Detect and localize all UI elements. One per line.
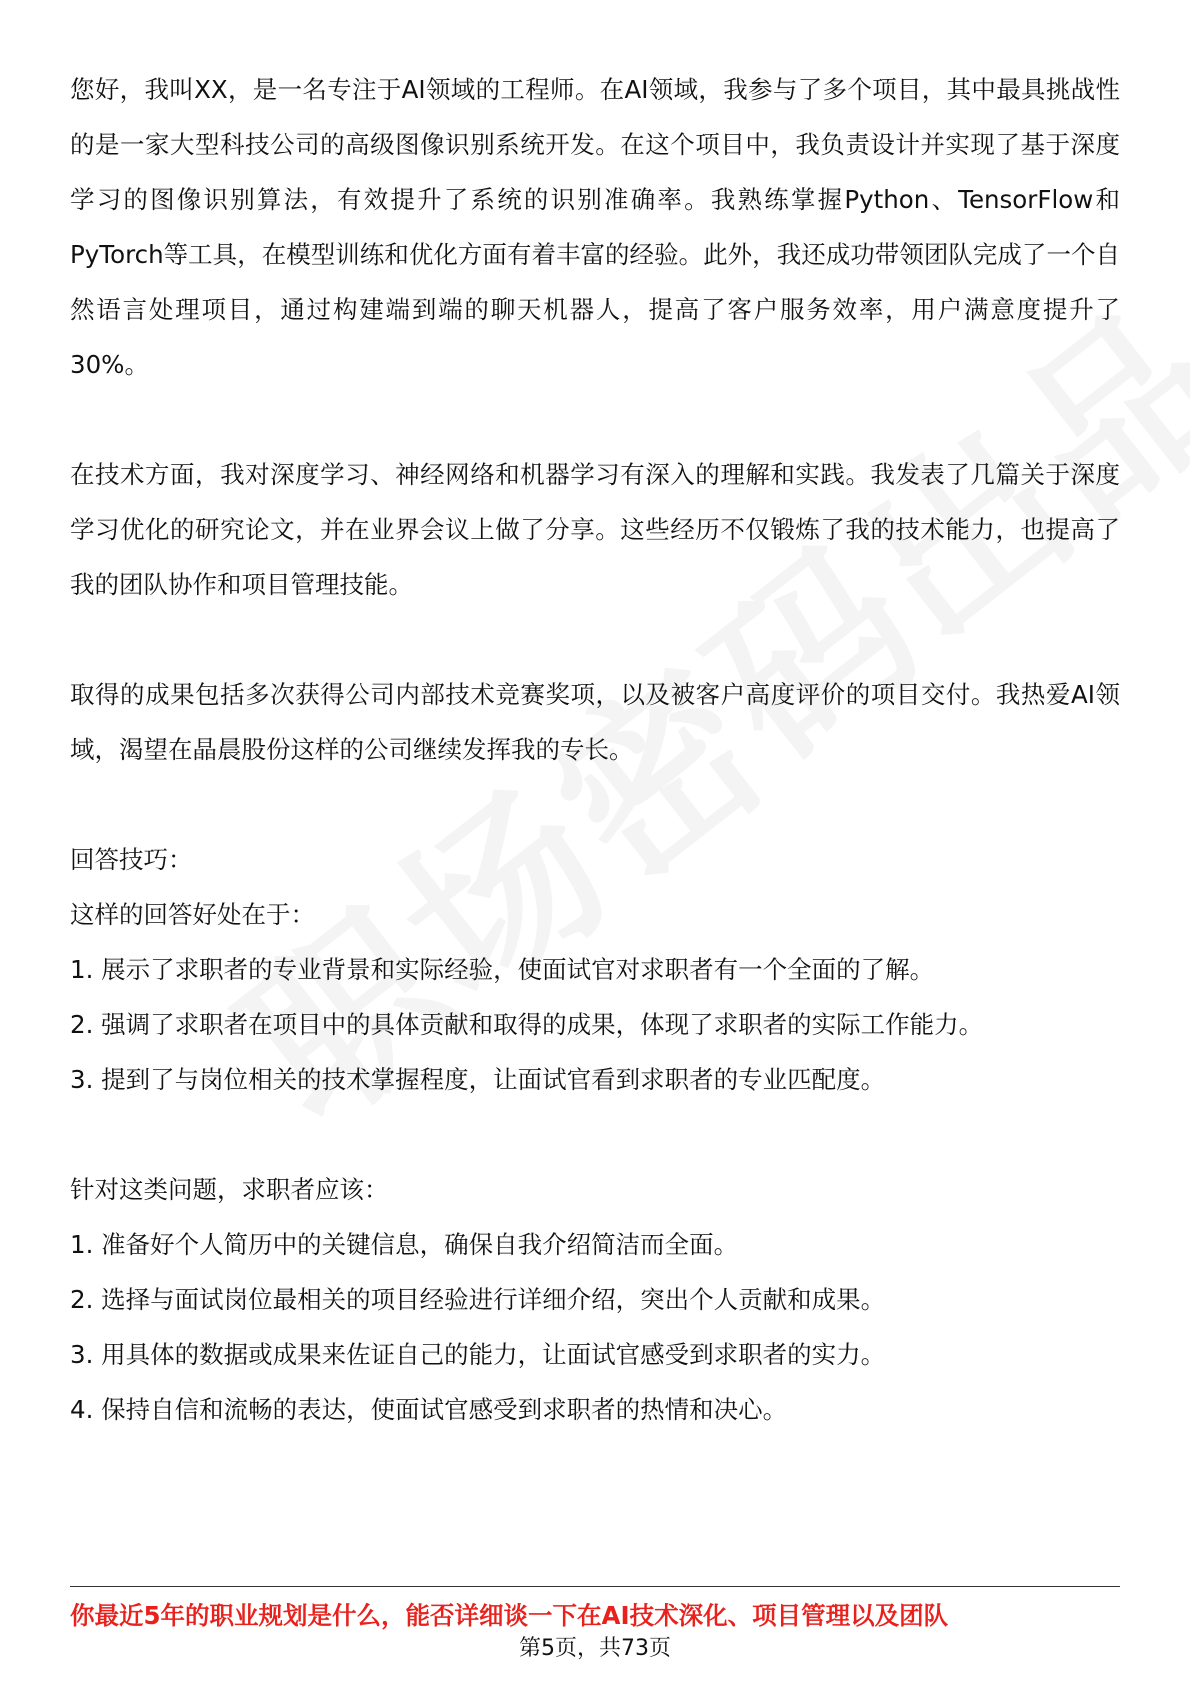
document-body bbox=[70, 62, 1120, 1437]
tips-item-1: 1. 展示了求职者的专业背景和实际经验，使面试官对求职者有一个全面的了解。 bbox=[70, 955, 935, 984]
next-question-heading: 你最近5年的职业规划是什么，能否详细谈一下在AI技术深化、项目管理以及团队 bbox=[70, 1601, 949, 1630]
answer-paragraph-1: 您好，我叫XX，是一名专注于AI领域的工程师。在AI领域，我参与了多个项目，其中最具挑战性的是一家大型科技公司的高级图像识别系统开发。在这个项目中，我负责设计并实现了基于深度学习的图像识别算法，有效提升了系统的识别准确率。我熟练掌握Python、TensorFlow和PyTorch等工具，在模型训练和优化方面有着丰富的经验。此外，我还成功带领团队完成了一个自然语言处理项目，通过构建端到端的聊天机器人，提高了客户服务效率，用户满意度提升了30%。 bbox=[70, 75, 1120, 379]
advice-item-1: 1. 准备好个人简历中的关键信息，确保自我介绍简洁而全面。 bbox=[70, 1230, 739, 1259]
advice-item-2: 2. 选择与面试岗位最相关的项目经验进行详细介绍，突出个人贡献和成果。 bbox=[70, 1285, 886, 1314]
answer-paragraph-3: 取得的成果包括多次获得公司内部技术竞赛奖项，以及被客户高度评价的项目交付。我热爱AI领域，渴望在晶晨股份这样的公司继续发挥我的专长。 bbox=[70, 680, 1120, 764]
section-divider bbox=[70, 1586, 1120, 1587]
answer-paragraph-2: 在技术方面，我对深度学习、神经网络和机器学习有深入的理解和实践。我发表了几篇关于深度学习优化的研究论文，并在业界会议上做了分享。这些经历不仅锻炼了我的技术能力，也提高了我的团队协作和项目管理技能。 bbox=[70, 460, 1120, 599]
page-number: 第5页，共73页 bbox=[519, 1636, 671, 1661]
tips-item-3: 3. 提到了与岗位相关的技术掌握程度，让面试官看到求职者的专业匹配度。 bbox=[70, 1065, 886, 1094]
tips-intro: 这样的回答好处在于： bbox=[70, 900, 315, 929]
tips-item-2: 2. 强调了求职者在项目中的具体贡献和取得的成果，体现了求职者的实际工作能力。 bbox=[70, 1010, 984, 1039]
advice-intro: 针对这类问题，求职者应该： bbox=[70, 1175, 389, 1204]
advice-item-3: 3. 用具体的数据或成果来佐证自己的能力，让面试官感受到求职者的实力。 bbox=[70, 1340, 886, 1369]
tips-heading: 回答技巧： bbox=[70, 845, 193, 874]
advice-item-4: 4. 保持自信和流畅的表达，使面试官感受到求职者的热情和决心。 bbox=[70, 1395, 788, 1424]
